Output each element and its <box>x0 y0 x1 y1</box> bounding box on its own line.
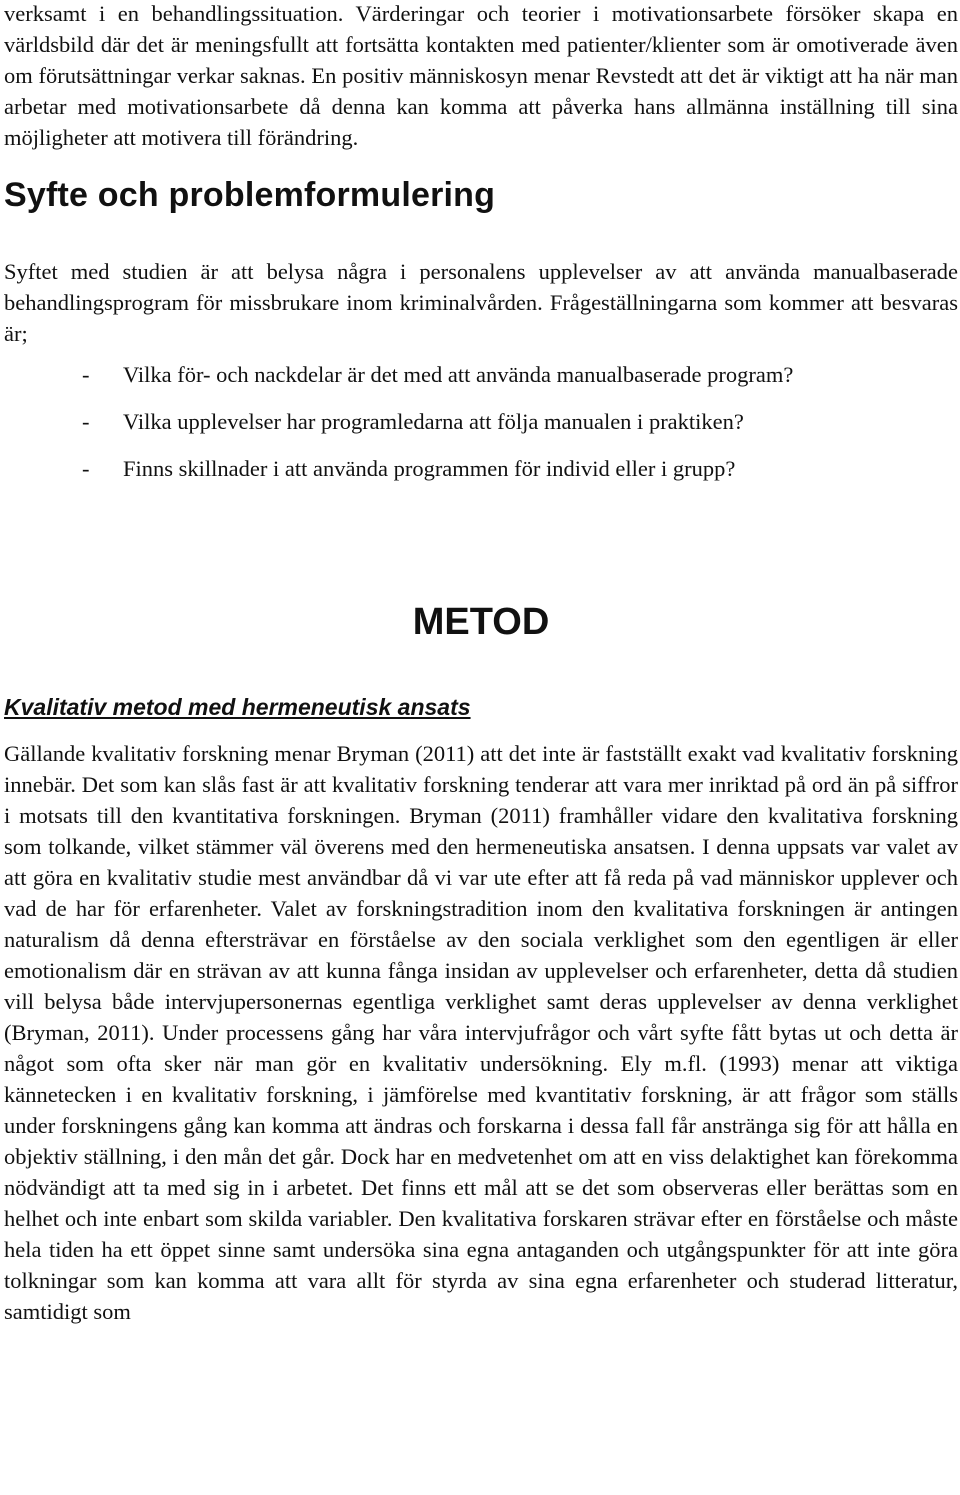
aim-paragraph: Syftet med studien är att belysa några i personalens upplevelser av att använda manualbaserade behandlingsprogram för missbrukare inom kriminalvården. Frågeställningarna som kommer att besvaras är; <box>4 259 958 346</box>
research-questions-list <box>4 359 958 484</box>
research-question <box>4 453 958 484</box>
method-heading: METOD <box>412 601 550 643</box>
aim-section-heading: Syfte och problemformulering <box>4 176 496 214</box>
list-dash: - <box>82 409 90 434</box>
research-question <box>4 406 958 437</box>
method-paragraph: Gällande kvalitativ forskning menar Bryman (2011) att det inte är fastställt exakt vad kvalitativ forskning innebär. Det som kan slås fast är att kvalitativ forskning tenderar att vara mer inriktad på ord än på siffror i motsats till den kvantitativa forskningen. Bryman (2011) framhåller vidare den kvalitativa forskning som tolkande, vilket stämmer väl överens med den hermeneutiska ansatsen. I denna uppsats var valet av att göra en kvalitativ studie mest användbar då vi var ute efter att få reda på vad människor upplever och vad de har för erfarenheter. Valet av forskningstradition inom den kvalitativa forskningen är antingen naturalism då denna eftersträvar en förståelse av den sociala verklighet som den egentligen är eller emotionalism där en strävan av att kunna fånga insidan av upplevelser och erfarenheter, detta då studien vill belysa både intervjupersonernas egentliga verklighet samt deras upplevelser av denna verklighet (Bryman, 2011). Under processens gång har våra intervjufrågor och vårt syfte fått bytas ut och detta är något som ofta sker när man gör en kvalitativ undersökning. Ely m.fl. (1993) menar att viktiga kännetecken i en kvalitativ forskning, i jämförelse med kvantitativ forskning, är att frågor som ställs under forskningens gång kan komma att ändras och forskarna i dessa fall får anstränga sig för att hålla en objektiv ställning, i den mån det går. Dock har en medvetenhet om att en viss delaktighet kan förekomma nödvändigt att ta med sig in i arbetet. Det finns ett mål att se det som observeras eller berättas som en helhet och inte enbart som skilda variabler. Den kvalitativa forskaren strävar efter en förståelse och måste hela tiden ha ett öppet sinne samt undersöka sina egna antaganden och utgångspunkter för att inte göra tolkningar som kan komma att vara allt för styrda av sina egna erfarenheter och studerad litteratur, samtidigt som <box>4 741 958 1324</box>
document-page <box>4 0 958 1327</box>
intro-paragraph: verksamt i en behandlingssituation. Värderingar och teorier i motivationsarbete försöker skapa en världsbild där det är meningsfullt att fortsätta kontakten med patienter/klienter som är omotiverade även om förutsättningar verkar saknas. En positiv människosyn menar Revstedt att det är viktigt att ha när man arbetar med motivationsarbete då denna kan komma att påverka hans allmänna inställning till sina möjligheter att motivera till förändring. <box>4 1 958 150</box>
research-question-text: Finns skillnader i att använda programmen för individ eller i grupp? <box>123 456 736 481</box>
method-subheading: Kvalitativ metod med hermeneutisk ansats <box>4 694 471 720</box>
research-question <box>4 359 958 390</box>
research-question-text: Vilka för- och nackdelar är det med att använda manualbaserade program? <box>123 362 794 387</box>
list-dash: - <box>82 456 90 481</box>
list-dash: - <box>82 362 90 387</box>
research-question-text: Vilka upplevelser har programledarna att följa manualen i praktiken? <box>123 409 744 434</box>
